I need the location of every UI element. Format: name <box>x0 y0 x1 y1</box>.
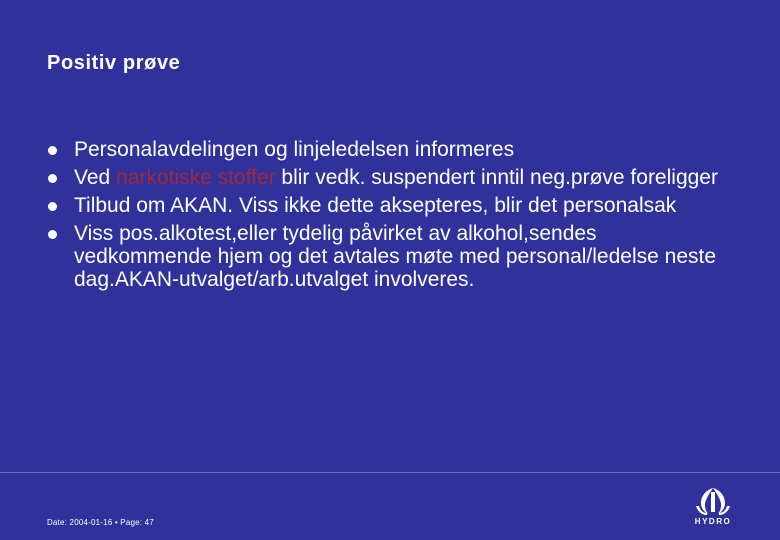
bullet-text: Tilbud om AKAN. Viss ikke dette aksepteres, blir det personalsak <box>74 194 677 217</box>
footer-divider <box>0 472 780 473</box>
bullet-dot-icon <box>48 146 57 155</box>
hydro-logo <box>690 486 736 530</box>
bullet-item <box>47 222 727 291</box>
bullet-dot-icon <box>48 174 57 183</box>
bullet-text: Viss pos.alkotest,eller tydelig påvirket av alkohol,sendes vedkommende hjem og det avtales møte med personal/ledelse neste dag.AKAN-utvalget/arb.utvalget involveres. <box>74 222 717 291</box>
logo-wordmark: HYDRO <box>694 517 732 526</box>
hydro-viking-ship-icon <box>694 486 732 516</box>
bullet-dot-icon <box>48 230 57 239</box>
footer-date-page: Date: 2004-01-16 • Page: 47 <box>47 518 154 527</box>
slide-title: Positiv prøve <box>47 52 181 74</box>
bullet-text: blir vedk. suspendert inntil neg.prøve foreligger <box>275 166 718 189</box>
bullet-text: Ved <box>74 166 117 189</box>
bullet-item <box>47 138 727 161</box>
bullet-dot-icon <box>48 202 57 211</box>
bullet-text: Personalavdelingen og linjeledelsen informeres <box>74 138 515 161</box>
highlighted-text: narkotiske stoffer <box>116 166 276 189</box>
bullet-list <box>47 138 727 296</box>
bullet-item <box>47 166 727 189</box>
bullet-item <box>47 194 727 217</box>
